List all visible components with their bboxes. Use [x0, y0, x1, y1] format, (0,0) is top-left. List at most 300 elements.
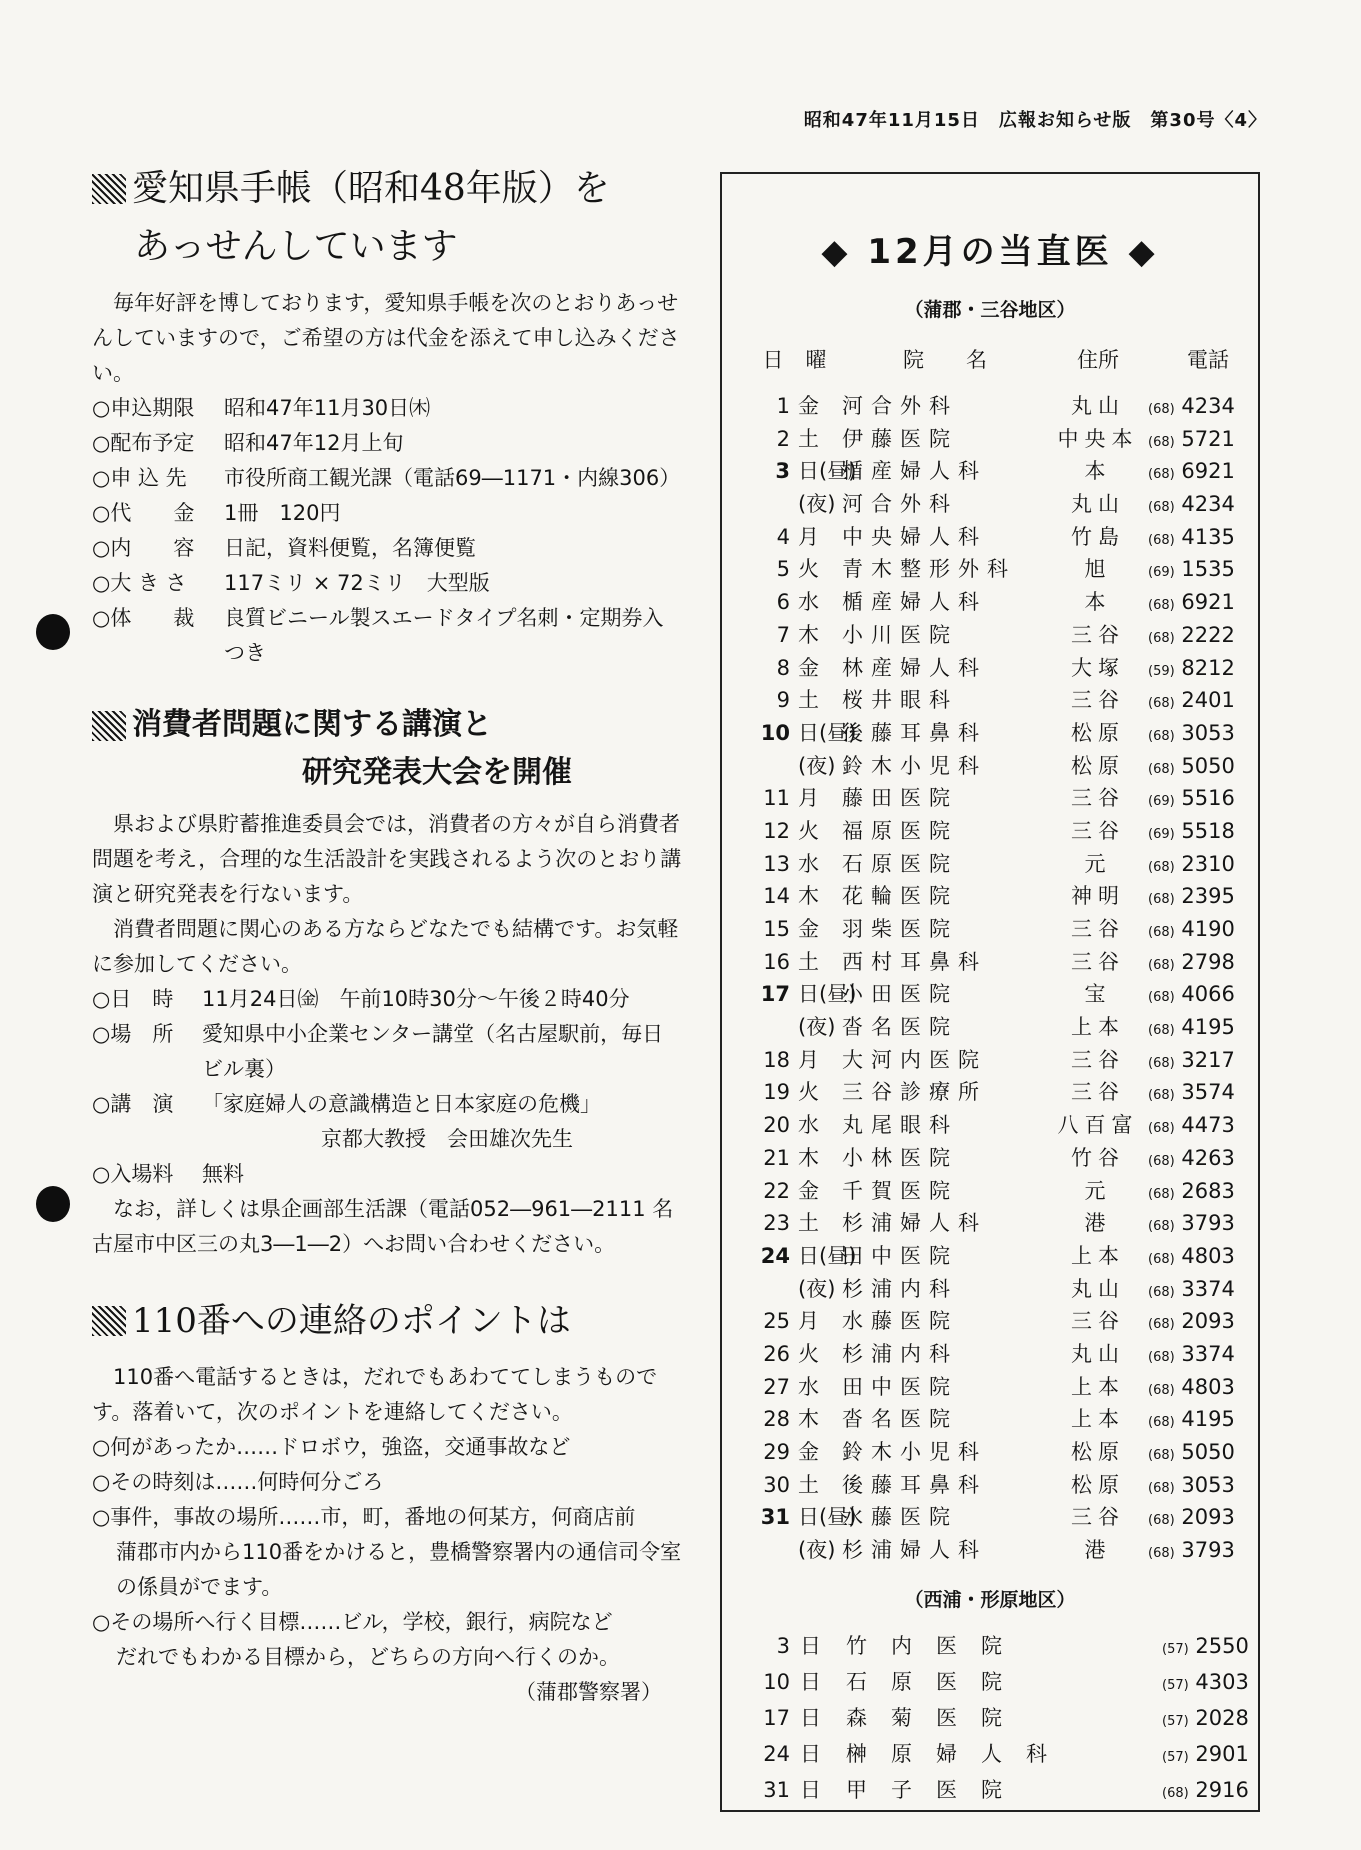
table-row	[722, 1142, 1258, 1175]
phone-number: 4195	[1181, 1015, 1235, 1040]
cell-hospital: 青木整形外科	[842, 557, 1016, 582]
cell-weekday: 金	[798, 655, 819, 680]
cell-hospital: 中央婦人科	[842, 524, 987, 549]
cell-phone	[1148, 750, 1268, 787]
column-header: 日	[762, 348, 784, 372]
duty-table-body-2	[722, 1630, 1258, 1810]
area-code: (68)	[1148, 1284, 1175, 1300]
cell-address: 丸山	[1071, 1276, 1125, 1301]
cell-day: 1	[776, 394, 790, 418]
cell-address: 丸山	[1071, 492, 1125, 517]
detail-item	[92, 1017, 682, 1087]
detail-key: ○講 演	[92, 1092, 174, 1116]
cell-day: 18	[763, 1047, 790, 1072]
cell-phone	[1148, 1207, 1268, 1244]
detail-item	[92, 426, 682, 461]
area-code: (68)	[1148, 1153, 1175, 1169]
cell-hospital: 鈴木小児科	[842, 1440, 987, 1464]
area-code: (68)	[1148, 1186, 1175, 1202]
cell-hospital: 沓名医院	[842, 1015, 958, 1040]
punch-hole-top	[36, 614, 70, 650]
cell-hospital: 河合外科	[842, 394, 958, 418]
cell-address: 三谷	[1071, 622, 1125, 647]
phone-number: 2093	[1181, 1505, 1235, 1530]
phone-number: 3053	[1181, 1472, 1235, 1497]
cell-weekday: 日	[800, 1669, 821, 1694]
cell-hospital: 三谷診療所	[842, 1080, 987, 1105]
duty-doctor-box	[720, 172, 1260, 1812]
cell-address: 神明	[1071, 884, 1125, 909]
cell-weekday: 月	[798, 786, 819, 811]
cell-spacer	[1078, 1774, 1162, 1810]
point-item: ○その場所へ行く目標……ビル，学校，銀行，病院など	[92, 1610, 613, 1634]
cell-address: 三谷	[1071, 917, 1125, 941]
cell-weekday: 月	[798, 524, 819, 549]
column-header: 住所	[1077, 348, 1119, 372]
detail-value: 日記，資料便覧，名簿便覧	[224, 536, 476, 560]
cell-phone	[1162, 1738, 1282, 1774]
cell-weekday: 月	[798, 1047, 819, 1072]
phone-number: 4234	[1181, 394, 1235, 418]
detail-key: ○場 所	[92, 1022, 174, 1046]
section-title: 愛知県手帳（昭和48年版）を あっせんしています	[92, 160, 682, 276]
table-row	[722, 1371, 1258, 1404]
table-row	[722, 423, 1258, 456]
area-code: (68)	[1148, 1382, 1175, 1398]
phone-number: 2798	[1181, 949, 1235, 974]
detail-key: ○体 裁	[92, 606, 195, 630]
cell-hospital: 藤田医院	[842, 786, 958, 811]
cell-hospital: 千賀医院	[842, 1178, 958, 1203]
cell-phone	[1148, 1076, 1268, 1113]
area-code: (68)	[1148, 1448, 1175, 1463]
cell-day: 30	[763, 1472, 790, 1497]
table-row	[722, 652, 1258, 685]
cell-phone	[1148, 913, 1268, 950]
phone-number: 2916	[1195, 1777, 1249, 1802]
detail-item	[92, 1087, 682, 1122]
cell-hospital: 杉浦婦人科	[842, 1211, 987, 1236]
cell-day: 16	[763, 949, 790, 974]
cell-hospital: 福原医院	[842, 818, 958, 843]
cell-day: 24	[763, 1741, 790, 1766]
cell-phone	[1162, 1630, 1282, 1666]
phone-number: 4473	[1181, 1113, 1235, 1138]
cell-address: 上本	[1071, 1374, 1125, 1399]
cell-day: 17	[760, 982, 790, 1007]
cell-address: 松原	[1071, 1472, 1125, 1497]
cell-hospital: 水藤医院	[842, 1309, 958, 1334]
cell-address: 大塚	[1071, 655, 1125, 680]
area-code: (68)	[1148, 892, 1175, 908]
cell-weekday: 木	[798, 884, 819, 909]
area-code: (68)	[1148, 761, 1175, 777]
detail-item	[92, 566, 682, 601]
table-row	[722, 586, 1258, 619]
detail-item	[92, 391, 682, 426]
detail-key: ○申込期限	[92, 396, 195, 420]
cell-hospital: 後藤耳鼻科	[842, 1472, 987, 1497]
detail-item	[92, 982, 682, 1017]
cell-hospital: 杉浦婦人科	[842, 1538, 987, 1563]
cell-day	[756, 750, 790, 787]
cell-hospital: 小林医院	[842, 1145, 958, 1170]
phone-number: 3217	[1181, 1047, 1235, 1072]
cell-day: 11	[763, 786, 790, 811]
cell-day: 28	[763, 1407, 790, 1432]
phone-number: 3793	[1181, 1211, 1235, 1236]
cell-weekday: (夜)	[798, 753, 836, 778]
area-code: (68)	[1148, 925, 1175, 940]
table-row	[722, 1305, 1258, 1338]
cell-day: 2	[776, 426, 790, 451]
table-row	[722, 1240, 1258, 1273]
cell-weekday: 土	[798, 1472, 819, 1497]
cell-day: 20	[763, 1113, 790, 1138]
point-list	[92, 1430, 682, 1535]
cell-phone	[1148, 782, 1268, 819]
table-row	[722, 1436, 1258, 1469]
cell-address: 松原	[1071, 720, 1125, 745]
cell-hospital: 竹内医院	[846, 1633, 1026, 1658]
cell-phone	[1148, 1534, 1268, 1571]
cell-day	[756, 1534, 790, 1571]
detail-key: ○配布予定	[92, 431, 195, 455]
detail-value: 良質ビニール製スエードタイプ名刺・定期券入つき	[224, 606, 664, 665]
cell-address: 本	[1084, 459, 1112, 484]
column-header: 電話	[1187, 348, 1229, 372]
phone-number: 4066	[1181, 982, 1235, 1007]
phone-number: 2683	[1181, 1178, 1235, 1203]
table-row	[722, 880, 1258, 913]
cell-hospital: 水藤医院	[842, 1505, 958, 1530]
phone-number: 5050	[1181, 753, 1235, 778]
cell-day: 21	[763, 1145, 790, 1170]
cell-weekday: 日(昼)	[798, 982, 857, 1007]
intro-paragraph: 110番へ電話するときは，だれでもあわててしまうものです。落着いて，次のポイントを連絡してください。	[92, 1365, 658, 1424]
area-code: (68)	[1148, 728, 1175, 744]
cell-hospital: 桜井眼科	[842, 688, 958, 713]
cell-weekday: 土	[798, 688, 819, 713]
detail-list	[92, 391, 682, 671]
cell-day: 10	[763, 1669, 790, 1694]
cell-weekday: 日(昼)	[798, 1243, 857, 1268]
area-code: (68)	[1148, 1023, 1175, 1039]
detail-key: ○内 容	[92, 536, 195, 560]
table-row	[722, 521, 1258, 554]
cell-address: 旭	[1084, 557, 1112, 582]
phone-number: 4803	[1181, 1243, 1235, 1268]
cell-hospital: 森菊医院	[846, 1705, 1026, 1730]
cell-phone	[1148, 880, 1268, 917]
cell-phone	[1148, 848, 1268, 885]
cell-day: 5	[776, 557, 790, 582]
cell-address: 三谷	[1071, 1505, 1125, 1530]
cell-address: 上本	[1071, 1015, 1125, 1040]
table-row	[722, 1403, 1258, 1436]
cell-address: 三谷	[1071, 786, 1125, 811]
phone-number: 6921	[1181, 459, 1235, 484]
area-code: (57)	[1162, 1713, 1189, 1729]
cell-day: 24	[760, 1243, 790, 1268]
detail-list	[92, 982, 682, 1122]
cell-weekday: 火	[798, 557, 819, 582]
phone-number: 4190	[1181, 917, 1235, 941]
section-110-points	[92, 1292, 682, 1710]
detail-key: ○日 時	[92, 987, 174, 1011]
cell-phone	[1148, 946, 1268, 983]
cell-phone	[1148, 1501, 1268, 1538]
area-code: (68)	[1148, 1088, 1175, 1104]
cell-phone	[1148, 1011, 1268, 1048]
cell-phone	[1162, 1702, 1282, 1738]
table-row	[722, 750, 1258, 783]
area-code: (68)	[1148, 859, 1175, 875]
cell-phone	[1148, 1436, 1268, 1473]
phone-number: 3374	[1181, 1341, 1235, 1366]
cell-phone	[1148, 619, 1268, 656]
cell-phone	[1148, 390, 1268, 427]
area-code: (57)	[1162, 1677, 1189, 1693]
cell-day: 12	[763, 818, 790, 843]
table-row	[722, 1534, 1258, 1567]
detail-key: ○申 込 先	[92, 466, 187, 490]
table-row	[722, 815, 1258, 848]
cell-address: 八百富	[1057, 1113, 1139, 1138]
table-row	[722, 684, 1258, 717]
cell-weekday: 木	[798, 1145, 819, 1170]
point-item	[92, 1465, 682, 1500]
table-row	[722, 978, 1258, 1011]
phone-number: 2550	[1195, 1633, 1249, 1658]
phone-number: 3574	[1181, 1080, 1235, 1105]
cell-day: 31	[760, 1505, 790, 1530]
table-row	[722, 1175, 1258, 1208]
cell-hospital: 鈴木小児科	[842, 753, 987, 778]
cell-day: 8	[776, 655, 790, 680]
phone-number: 4263	[1181, 1145, 1235, 1170]
cell-phone	[1162, 1774, 1282, 1810]
intro-paragraph: 毎年好評を博しております，愛知県手帳を次のとおりあっせんしていますので，ご希望の方は代金を添えて申し込みください。	[92, 291, 680, 385]
area-code: (57)	[1162, 1641, 1189, 1657]
cell-weekday: 火	[798, 1080, 819, 1105]
area-code: (68)	[1148, 598, 1175, 614]
table-row	[722, 390, 1258, 423]
cell-address: 松原	[1071, 753, 1125, 778]
phone-number: 6921	[1181, 590, 1235, 615]
phone-number: 2901	[1195, 1741, 1249, 1766]
phone-number: 4303	[1195, 1669, 1249, 1694]
cell-weekday: 金	[798, 917, 819, 941]
cell-phone	[1148, 1142, 1268, 1179]
area-code: (68)	[1148, 990, 1175, 1006]
area-code: (68)	[1148, 1513, 1175, 1529]
cell-hospital: 田中医院	[842, 1243, 958, 1268]
cell-day	[756, 1273, 790, 1310]
cell-weekday: 日	[800, 1777, 821, 1802]
cell-weekday: 土	[798, 949, 819, 974]
cell-address: 上本	[1071, 1407, 1125, 1432]
detail-value: 昭和47年11月30日㈭	[224, 396, 431, 420]
detail-value: 「家庭婦人の意識構造と日本家庭の危機」	[202, 1092, 601, 1116]
intro-paragraph: 県および県貯蓄推進委員会では，消費者の方々が自ら消費者問題を考え，合理的な生活設計を実践されるよう次のとおり講演と研究発表を行ないます。	[92, 812, 682, 906]
phone-number: 3793	[1181, 1538, 1235, 1563]
table-row	[722, 619, 1258, 652]
cell-hospital: 河合外科	[842, 492, 958, 517]
detail-item	[92, 496, 682, 531]
cell-weekday: 日(昼)	[798, 459, 857, 484]
cell-weekday: 日	[800, 1633, 821, 1658]
area-code: (68)	[1148, 630, 1175, 646]
area-code: (68)	[1148, 1480, 1175, 1496]
cell-day: 29	[763, 1440, 790, 1464]
point-text: ○事件，事故の場所……市，町，番地の何某方，何商店前	[92, 1505, 636, 1529]
cell-phone	[1148, 1371, 1268, 1408]
lecturer: 京都大教授 会田雄次先生	[321, 1127, 573, 1151]
cell-weekday: 土	[798, 1211, 819, 1236]
cell-hospital: 甲子医院	[846, 1777, 1026, 1802]
cell-hospital: 榊原婦人科	[846, 1741, 1071, 1766]
cell-phone	[1148, 1273, 1268, 1310]
table-row	[722, 1501, 1258, 1534]
detail-item	[92, 461, 682, 496]
phone-number: 2310	[1181, 851, 1235, 876]
section-title: 110番への連絡のポイントは	[92, 1292, 682, 1350]
detail-item	[92, 531, 682, 566]
phone-number: 2401	[1181, 688, 1235, 713]
table-row	[722, 1702, 1258, 1738]
cell-address: 松原	[1071, 1440, 1125, 1464]
area-code: (69)	[1148, 794, 1175, 810]
cell-phone	[1148, 1109, 1268, 1146]
table-row	[722, 848, 1258, 881]
detail-value: 市役所商工観光課（電話69―1171・内線306）	[224, 466, 681, 490]
table-row	[722, 1774, 1258, 1810]
table-row	[722, 1044, 1258, 1077]
phone-number: 2395	[1181, 884, 1235, 909]
point-item	[92, 1430, 682, 1465]
cell-spacer	[1078, 1630, 1162, 1666]
cell-day: 31	[763, 1777, 790, 1802]
cell-weekday: (夜)	[798, 1015, 836, 1040]
table-row	[722, 1273, 1258, 1306]
section-title: 消費者問題に関する講演と 研究発表大会を開催	[92, 701, 682, 797]
cell-hospital: 羽柴医院	[842, 917, 958, 941]
cell-weekday: 金	[798, 394, 819, 418]
cell-weekday: 火	[798, 1341, 819, 1366]
cell-address: 元	[1084, 851, 1112, 876]
cell-day	[756, 1011, 790, 1048]
cell-day: 3	[775, 459, 790, 484]
box-title: ◆ 12月の当直医 ◆	[821, 232, 1159, 272]
cell-weekday: (夜)	[798, 1538, 836, 1563]
area-code: (68)	[1148, 1317, 1175, 1333]
detail-key: ○代 金	[92, 501, 195, 525]
page-header: 昭和47年11月15日 広報お知らせ版 第30号〈4〉	[803, 110, 1267, 131]
cell-phone	[1148, 455, 1268, 492]
detail-value: 11月24日㈮ 午前10時30分～午後２時40分	[202, 987, 630, 1011]
hatch-mark-icon	[92, 174, 126, 204]
cell-phone	[1148, 1403, 1268, 1440]
area-code: (68)	[1148, 500, 1175, 516]
cell-hospital: 小田医院	[842, 982, 958, 1007]
cell-hospital: 石原医院	[842, 851, 958, 876]
cell-address: 中央本	[1057, 426, 1139, 451]
cell-hospital: 丸尾眼科	[842, 1113, 958, 1138]
cell-phone	[1148, 1175, 1268, 1212]
area-code: (69)	[1148, 826, 1175, 842]
area-code: (68)	[1148, 1251, 1175, 1267]
cell-spacer	[1078, 1702, 1162, 1738]
area-code: (68)	[1148, 467, 1175, 483]
cell-hospital: 楯産婦人科	[842, 590, 987, 615]
cell-hospital: 杉浦内科	[842, 1341, 958, 1366]
table-row	[722, 1469, 1258, 1502]
cell-weekday: 日	[800, 1705, 821, 1730]
area-code: (68)	[1148, 434, 1175, 450]
cell-weekday: 木	[798, 622, 819, 647]
area-code: (59)	[1148, 663, 1175, 679]
table-row	[722, 1011, 1258, 1044]
continuation-text: 蒲郡市内から110番をかけると，豊橋警察署内の通信司令室の係員がでます。	[116, 1540, 682, 1599]
point-item	[92, 1500, 682, 1535]
area-code: (68)	[1162, 1785, 1189, 1801]
cell-phone	[1148, 521, 1268, 558]
cell-weekday: 水	[798, 1113, 819, 1138]
cell-hospital: 石原医院	[846, 1669, 1026, 1694]
cell-phone	[1148, 652, 1268, 689]
hatch-mark-icon	[92, 1306, 126, 1336]
cell-hospital: 大河内医院	[842, 1047, 987, 1072]
cell-hospital: 楯産婦人科	[842, 459, 987, 484]
cell-day: 3	[776, 1633, 790, 1658]
cell-weekday: 日(昼)	[798, 1505, 857, 1530]
cell-phone	[1148, 488, 1268, 525]
cell-hospital: 後藤耳鼻科	[842, 720, 987, 745]
cell-address: 宝	[1084, 982, 1112, 1007]
cell-phone	[1148, 423, 1268, 460]
section-consumer-lecture	[92, 701, 682, 1262]
cell-address: 竹谷	[1071, 1145, 1125, 1170]
cell-weekday: 日	[800, 1741, 821, 1766]
detail-value: 1冊 120円	[224, 501, 341, 525]
cell-phone	[1148, 978, 1268, 1015]
table-row	[722, 1109, 1258, 1142]
area-code: (68)	[1148, 1121, 1175, 1137]
phone-number: 4195	[1181, 1407, 1235, 1432]
cell-hospital: 杉浦内科	[842, 1276, 958, 1301]
cell-phone	[1148, 717, 1268, 754]
table-row	[722, 1738, 1258, 1774]
cell-hospital: 小川医院	[842, 622, 958, 647]
duty-table-body	[722, 390, 1258, 1567]
cell-address: 竹島	[1071, 524, 1125, 549]
phone-number: 4803	[1181, 1374, 1235, 1399]
phone-number: 5050	[1181, 1440, 1235, 1464]
hatch-mark-icon	[92, 711, 126, 741]
cell-phone	[1148, 553, 1268, 590]
cell-day: 10	[760, 720, 790, 745]
table-row	[722, 913, 1258, 946]
table-row	[722, 1076, 1258, 1109]
table-row	[722, 488, 1258, 521]
cell-weekday: 月	[798, 1309, 819, 1334]
cell-weekday: 日(昼)	[798, 720, 857, 745]
table-row	[722, 553, 1258, 586]
cell-hospital: 田中医院	[842, 1374, 958, 1399]
cell-weekday: 火	[798, 818, 819, 843]
area-code: (57)	[1162, 1749, 1189, 1765]
